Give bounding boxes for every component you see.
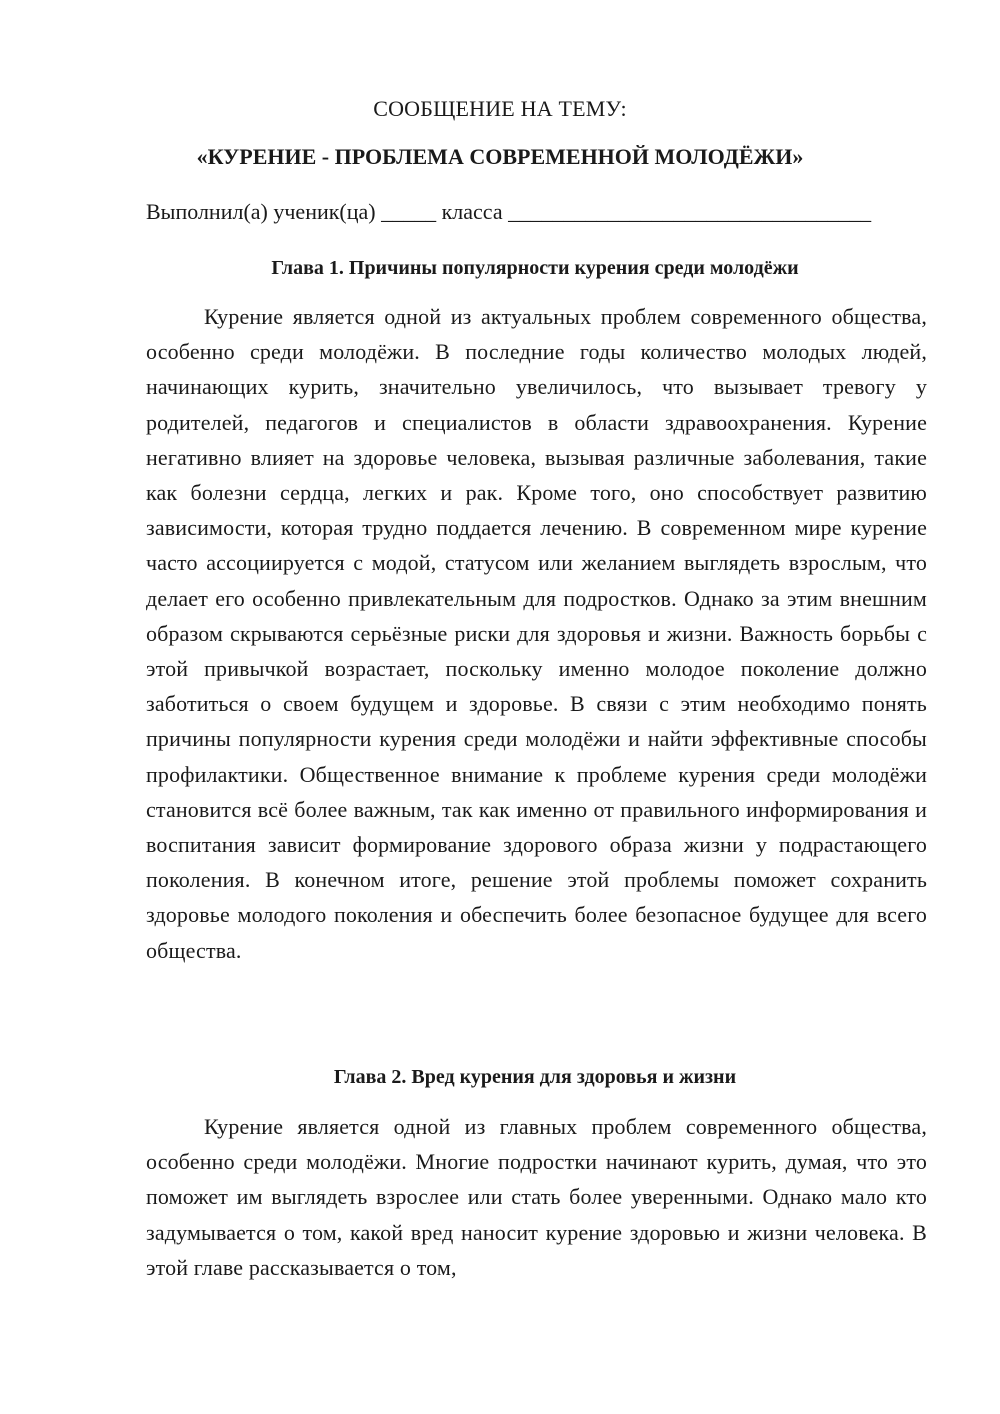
document-title-line2: «КУРЕНИЕ - ПРОБЛЕМА СОВРЕМЕННОЙ МОЛОДЁЖИ»: [196, 144, 804, 169]
chapter-2-heading: Глава 2. Вред курения для здоровья и жизни: [333, 1066, 737, 1088]
chapter-1-paragraph: Курение является одной из актуальных проблем современного общества, особенно среди молодёжи. В последние годы количество молодых людей, начинающих курить, значительно увеличилось, что вызывает тревогу у родителей, педагогов и специалистов в области здравоохранения. Курение негативно влияет на здоровье человека, вызывая различные заболевания, такие как болезни сердца, легких и рак. Кроме того, оно способствует развитию зависимости, которая трудно поддается лечению. В современном мире курение часто ассоциируется с модой, статусом или желанием выглядеть взрослым, что делает его особенно привлекательным для подростков. Однако за этим внешним образом скрываются серьёзные риски для здоровья и жизни. Важность борьбы с этой привычкой возрастает, поскольку именно молодое поколение должно заботиться о своем будущем и здоровье. В связи с этим необходимо понять причины популярности курения среди молодёжи и найти эффективные способы профилактики. Общественное внимание к проблеме курения среди молодёжи становится всё более важным, так как именно от правильного информирования и воспитания зависит формирование здорового образа жизни у подрастающего поколения. В конечном итоге, решение этой проблемы поможет сохранить здоровье молодого поколения и обеспечить более безопасное будущее для всего общества.: [146, 304, 927, 963]
document-title-line1: СООБЩЕНИЕ НА ТЕМУ:: [373, 96, 627, 121]
chapter-1-heading: Глава 1. Причины популярности курения среди молодёжи: [271, 257, 799, 279]
student-info-line: Выполнил(а) ученик(ца) _____ класса _________________________________: [146, 199, 872, 224]
chapter-2-paragraph: Курение является одной из главных проблем современного общества, особенно среди молодёжи. Многие подростки начинают курить, думая, что это поможет им выглядеть взрослее или стать более уверенными. Однако мало кто задумывается о том, какой вред наносит курение здоровью и жизни человека. В этой главе рассказывается о том,: [146, 1114, 927, 1280]
